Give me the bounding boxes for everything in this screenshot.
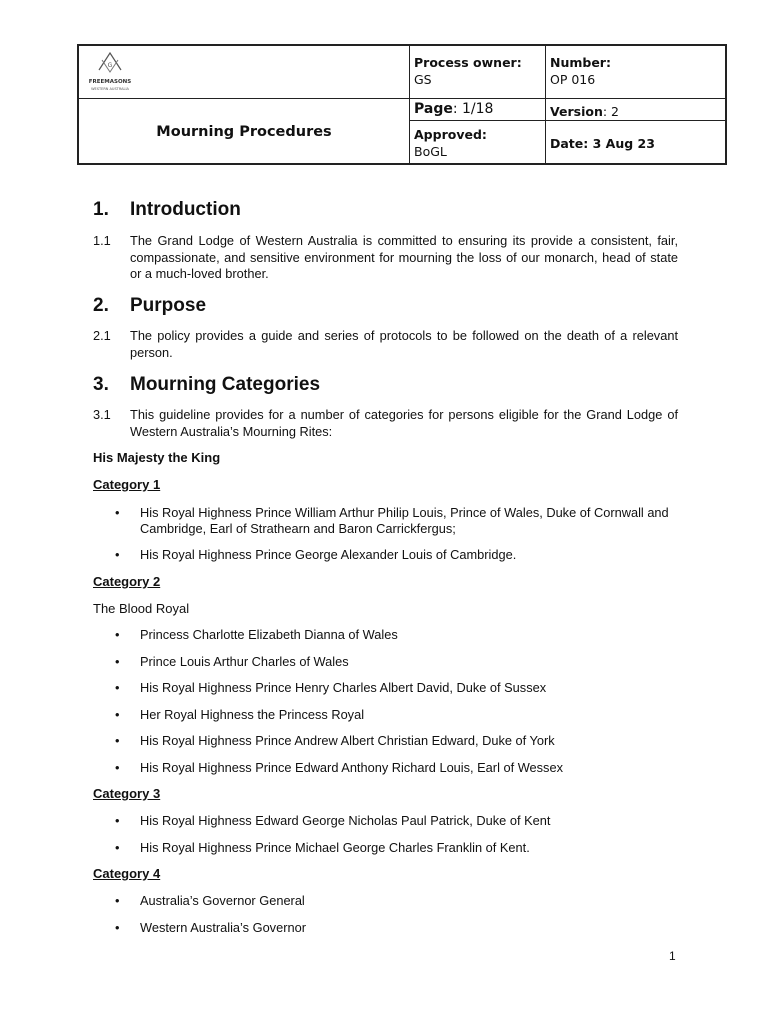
list-item-text: His Royal Highness Prince George Alexander Louis of Cambridge. xyxy=(140,547,517,562)
section-number: 2. xyxy=(93,295,109,316)
category-heading: Category 3 xyxy=(93,786,161,801)
approved-cell xyxy=(414,126,487,160)
section-title: Introduction xyxy=(130,199,241,220)
list-item xyxy=(115,840,675,856)
paragraph xyxy=(93,407,678,440)
list-item-text: His Royal Highness Prince Henry Charles Albert David, Duke of Sussex xyxy=(140,680,547,695)
number-value: OP 016 xyxy=(550,72,596,87)
date-cell: Date: 3 Aug 23 xyxy=(550,136,655,151)
logo-text: FREEMASONS xyxy=(88,79,132,85)
bullet-icon: • xyxy=(115,733,120,748)
paragraph-text: This guideline provides for a number of categories for persons eligible for the Grand Lodge of Western Australia’s Mourning Rites: xyxy=(130,407,678,439)
version-value: : 2 xyxy=(602,104,619,119)
paragraph-number: 3.1 xyxy=(93,407,111,422)
bullet-icon: • xyxy=(115,893,120,908)
category-intro: The Blood Royal xyxy=(93,601,190,616)
bullet-icon: • xyxy=(115,627,120,642)
category-heading: Category 1 xyxy=(93,477,161,492)
header-divider xyxy=(409,120,545,121)
version-label: Version xyxy=(550,104,603,119)
paragraph-text: The policy provides a guide and series of protocols to be followed on the death of a relevant person. xyxy=(130,328,678,360)
version-cell xyxy=(550,103,619,120)
bullet-icon: • xyxy=(115,680,120,695)
svg-text:G: G xyxy=(107,62,113,69)
bullet-icon: • xyxy=(115,840,120,855)
paragraph xyxy=(93,328,678,361)
header-divider xyxy=(545,46,546,163)
section-number: 3. xyxy=(93,374,109,395)
bullet-icon: • xyxy=(115,760,120,775)
section-title: Mourning Categories xyxy=(130,374,321,395)
paragraph-text: The Grand Lodge of Western Australia is committed to ensuring its provide a consistent, fair, compassionate, and sensitive environment for mourning the loss of our monarch, head of state or a much-loved brother. xyxy=(130,233,678,281)
page-number: 1 xyxy=(669,949,676,963)
section-heading xyxy=(93,199,241,221)
bullet-icon: • xyxy=(115,813,120,828)
category-heading: Category 4 xyxy=(93,866,161,881)
list-item xyxy=(115,505,675,537)
list-item xyxy=(115,547,675,563)
paragraph xyxy=(93,233,678,283)
process-owner-value: GS xyxy=(414,72,432,87)
bullet-icon: • xyxy=(115,505,120,520)
bullet-icon: • xyxy=(115,920,120,935)
category-heading: Category 2 xyxy=(93,574,161,589)
list-item xyxy=(115,760,675,776)
list-item-text: His Royal Highness Prince Andrew Albert Christian Edward, Duke of York xyxy=(140,733,555,748)
list-item xyxy=(115,813,675,829)
paragraph-number: 2.1 xyxy=(93,328,111,343)
page-cell xyxy=(414,101,493,118)
list-item xyxy=(115,920,675,936)
header-divider xyxy=(409,46,410,163)
logo-subtext: WESTERN AUSTRALIA xyxy=(91,87,129,91)
header-divider xyxy=(545,120,725,121)
list-item-text: Her Royal Highness the Princess Royal xyxy=(140,707,365,722)
list-item-text: Princess Charlotte Elizabeth Dianna of Wales xyxy=(140,627,398,642)
section-heading xyxy=(93,295,206,317)
page-value: : 1/18 xyxy=(452,101,494,117)
list-item-text: His Royal Highness Edward George Nicholas Paul Patrick, Duke of Kent xyxy=(140,813,551,828)
bullet-icon: • xyxy=(115,654,120,669)
section-heading xyxy=(93,374,320,396)
list-item xyxy=(115,733,675,749)
approved-label: Approved: xyxy=(414,127,487,142)
section-title: Purpose xyxy=(130,295,207,316)
number-cell xyxy=(550,54,611,88)
bullet-icon: • xyxy=(115,547,120,562)
freemasons-logo xyxy=(85,50,135,96)
list-item-text: Western Australia’s Governor xyxy=(140,920,306,935)
approved-value: BoGL xyxy=(414,144,447,159)
number-label: Number: xyxy=(550,55,611,70)
document-header-table xyxy=(77,44,727,165)
document-title: Mourning Procedures xyxy=(156,124,332,140)
list-item xyxy=(115,680,675,696)
list-item xyxy=(115,893,675,909)
list-item xyxy=(115,654,675,670)
list-item-text: His Royal Highness Prince Edward Anthony Richard Louis, Earl of Wessex xyxy=(140,760,563,775)
process-owner-cell xyxy=(414,54,522,88)
list-item xyxy=(115,627,675,643)
paragraph-number: 1.1 xyxy=(93,233,111,248)
process-owner-label: Process owner: xyxy=(414,55,522,70)
list-item-text: His Royal Highness Prince Michael George Charles Franklin of Kent. xyxy=(140,840,530,855)
list-item-text: Prince Louis Arthur Charles of Wales xyxy=(140,654,349,669)
page-label: Page xyxy=(414,101,453,117)
list-item-text: His Royal Highness Prince William Arthur Philip Louis, Prince of Wales, Duke of Cornwall and Cambridge, Earl of Strathearn and Baron Carrickfergus; xyxy=(140,505,669,536)
list-item-text: Australia’s Governor General xyxy=(140,893,305,908)
bullet-icon: • xyxy=(115,707,120,722)
king-heading: His Majesty the King xyxy=(93,450,221,465)
list-item xyxy=(115,707,675,723)
header-divider xyxy=(79,98,725,99)
section-number: 1. xyxy=(93,199,109,220)
